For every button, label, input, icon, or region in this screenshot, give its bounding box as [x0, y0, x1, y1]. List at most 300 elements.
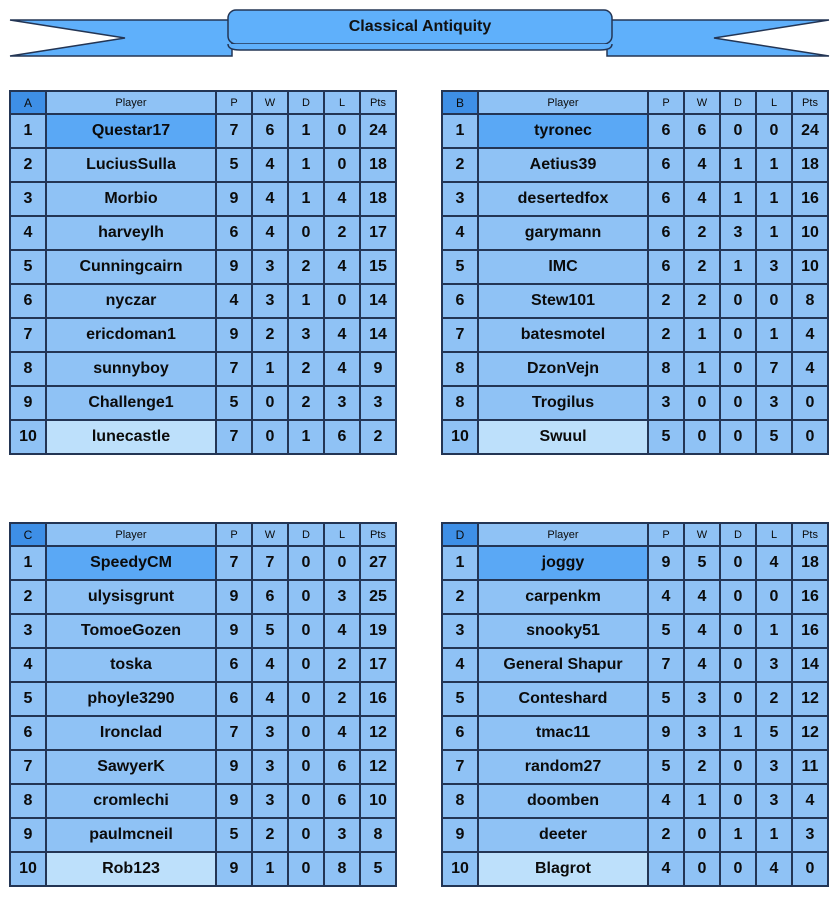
l-cell: 1 — [756, 318, 792, 352]
d-cell: 0 — [720, 580, 756, 614]
d-cell: 1 — [720, 182, 756, 216]
l-cell: 3 — [324, 580, 360, 614]
l-cell: 3 — [324, 818, 360, 852]
w-cell: 4 — [252, 682, 288, 716]
player-name: garymann — [478, 216, 648, 250]
d-cell: 1 — [720, 148, 756, 182]
d-cell: 0 — [720, 648, 756, 682]
player-name: Ironclad — [46, 716, 216, 750]
w-cell: 0 — [684, 852, 720, 886]
rank-cell: 1 — [442, 546, 478, 580]
d-cell: 0 — [720, 318, 756, 352]
d-cell: 0 — [720, 114, 756, 148]
l-cell: 4 — [756, 852, 792, 886]
pts-cell: 14 — [360, 318, 396, 352]
player-name: deeter — [478, 818, 648, 852]
table-row — [442, 716, 828, 750]
table-row — [442, 648, 828, 682]
player-name: ericdoman1 — [46, 318, 216, 352]
p-cell: 7 — [216, 114, 252, 148]
table-row — [10, 648, 396, 682]
table-row — [10, 716, 396, 750]
player-name: cromlechi — [46, 784, 216, 818]
d-cell: 1 — [720, 716, 756, 750]
table-row — [442, 750, 828, 784]
w-cell: 2 — [684, 250, 720, 284]
d-cell: 1 — [720, 818, 756, 852]
rank-cell: 6 — [10, 284, 46, 318]
l-cell: 0 — [756, 580, 792, 614]
rank-cell: 2 — [442, 580, 478, 614]
w-cell: 3 — [252, 284, 288, 318]
pts-cell: 5 — [360, 852, 396, 886]
player-name: Questar17 — [46, 114, 216, 148]
table-row — [10, 284, 396, 318]
pts-cell: 0 — [792, 386, 828, 420]
l-cell: 5 — [756, 716, 792, 750]
p-cell: 5 — [216, 148, 252, 182]
d-cell: 1 — [288, 182, 324, 216]
d-cell: 2 — [288, 386, 324, 420]
d-cell: 3 — [288, 318, 324, 352]
w-cell: 0 — [252, 420, 288, 454]
pts-cell: 8 — [792, 284, 828, 318]
player-name: SpeedyCM — [46, 546, 216, 580]
l-cell: 0 — [324, 114, 360, 148]
header-row — [10, 91, 396, 114]
p-cell: 3 — [648, 386, 684, 420]
pts-cell: 18 — [360, 148, 396, 182]
player-name: Swuul — [478, 420, 648, 454]
group-label: A — [10, 91, 46, 114]
table-row — [10, 148, 396, 182]
rank-cell: 8 — [442, 784, 478, 818]
w-cell: 3 — [684, 716, 720, 750]
l-cell: 2 — [324, 216, 360, 250]
d-cell: 0 — [288, 682, 324, 716]
w-cell: 3 — [684, 682, 720, 716]
player-name: snooky51 — [478, 614, 648, 648]
w-cell: 4 — [252, 648, 288, 682]
l-cell: 6 — [324, 784, 360, 818]
group-label: C — [10, 523, 46, 546]
rank-cell: 6 — [442, 284, 478, 318]
player-name: SawyerK — [46, 750, 216, 784]
p-cell: 5 — [216, 386, 252, 420]
w-cell: 1 — [252, 352, 288, 386]
table-row — [10, 784, 396, 818]
p-cell: 9 — [216, 318, 252, 352]
column-header-player: Player — [46, 523, 216, 546]
d-cell: 0 — [720, 352, 756, 386]
player-name: Challenge1 — [46, 386, 216, 420]
group-table-b — [441, 90, 829, 455]
player-name: LuciusSulla — [46, 148, 216, 182]
player-name: DzonVejn — [478, 352, 648, 386]
d-cell: 0 — [288, 750, 324, 784]
p-cell: 4 — [216, 284, 252, 318]
pts-cell: 4 — [792, 784, 828, 818]
l-cell: 1 — [756, 216, 792, 250]
d-cell: 0 — [288, 648, 324, 682]
l-cell: 0 — [756, 284, 792, 318]
rank-cell: 8 — [10, 784, 46, 818]
w-cell: 4 — [252, 216, 288, 250]
d-cell: 0 — [720, 784, 756, 818]
l-cell: 4 — [324, 318, 360, 352]
table-row — [10, 250, 396, 284]
table-row — [442, 250, 828, 284]
pts-cell: 17 — [360, 648, 396, 682]
l-cell: 0 — [324, 284, 360, 318]
p-cell: 5 — [648, 420, 684, 454]
pts-cell: 12 — [360, 716, 396, 750]
p-cell: 2 — [648, 318, 684, 352]
l-cell: 8 — [324, 852, 360, 886]
p-cell: 4 — [648, 784, 684, 818]
w-cell: 0 — [252, 386, 288, 420]
rank-cell: 3 — [10, 182, 46, 216]
p-cell: 2 — [648, 818, 684, 852]
table-row — [10, 114, 396, 148]
p-cell: 9 — [216, 750, 252, 784]
rank-cell: 3 — [442, 614, 478, 648]
rank-cell: 2 — [10, 580, 46, 614]
rank-cell: 9 — [10, 386, 46, 420]
d-cell: 2 — [288, 250, 324, 284]
pts-cell: 11 — [792, 750, 828, 784]
player-name: toska — [46, 648, 216, 682]
p-cell: 7 — [648, 648, 684, 682]
rank-cell: 8 — [442, 352, 478, 386]
table-row — [10, 420, 396, 454]
rank-cell: 3 — [442, 182, 478, 216]
p-cell: 6 — [648, 216, 684, 250]
column-header-w: W — [252, 523, 288, 546]
w-cell: 1 — [684, 318, 720, 352]
header-row — [442, 91, 828, 114]
rank-cell: 5 — [442, 250, 478, 284]
w-cell: 4 — [684, 182, 720, 216]
column-header-l: L — [756, 523, 792, 546]
rank-cell: 7 — [442, 318, 478, 352]
p-cell: 9 — [216, 250, 252, 284]
column-header-d: D — [288, 523, 324, 546]
player-name: batesmotel — [478, 318, 648, 352]
w-cell: 4 — [252, 148, 288, 182]
pts-cell: 10 — [360, 784, 396, 818]
player-name: Morbio — [46, 182, 216, 216]
rank-cell: 4 — [10, 216, 46, 250]
table-row — [442, 420, 828, 454]
w-cell: 4 — [684, 648, 720, 682]
group-table-d — [441, 522, 829, 887]
d-cell: 1 — [720, 250, 756, 284]
column-header-player: Player — [478, 91, 648, 114]
table-row — [10, 352, 396, 386]
l-cell: 1 — [756, 148, 792, 182]
rank-cell: 1 — [442, 114, 478, 148]
w-cell: 6 — [684, 114, 720, 148]
pts-cell: 8 — [360, 818, 396, 852]
table-row — [442, 784, 828, 818]
l-cell: 0 — [324, 148, 360, 182]
pts-cell: 17 — [360, 216, 396, 250]
column-header-d: D — [288, 91, 324, 114]
player-name: desertedfox — [478, 182, 648, 216]
pts-cell: 10 — [792, 250, 828, 284]
l-cell: 1 — [756, 614, 792, 648]
column-header-pts: Pts — [792, 523, 828, 546]
pts-cell: 2 — [360, 420, 396, 454]
p-cell: 7 — [216, 546, 252, 580]
pts-cell: 4 — [792, 352, 828, 386]
rank-cell: 10 — [442, 852, 478, 886]
column-header-pts: Pts — [360, 91, 396, 114]
rank-cell: 2 — [10, 148, 46, 182]
table-row — [442, 546, 828, 580]
w-cell: 1 — [252, 852, 288, 886]
table-row — [442, 216, 828, 250]
d-cell: 1 — [288, 284, 324, 318]
table-row — [442, 114, 828, 148]
l-cell: 3 — [756, 784, 792, 818]
group-label: D — [442, 523, 478, 546]
pts-cell: 25 — [360, 580, 396, 614]
d-cell: 3 — [720, 216, 756, 250]
l-cell: 6 — [324, 420, 360, 454]
pts-cell: 24 — [360, 114, 396, 148]
p-cell: 7 — [216, 352, 252, 386]
pts-cell: 19 — [360, 614, 396, 648]
l-cell: 3 — [756, 386, 792, 420]
p-cell: 9 — [648, 546, 684, 580]
l-cell: 3 — [756, 250, 792, 284]
d-cell: 1 — [288, 420, 324, 454]
d-cell: 0 — [720, 682, 756, 716]
l-cell: 0 — [756, 114, 792, 148]
player-name: carpenkm — [478, 580, 648, 614]
w-cell: 4 — [684, 148, 720, 182]
p-cell: 9 — [648, 716, 684, 750]
d-cell: 0 — [720, 750, 756, 784]
rank-cell: 5 — [10, 250, 46, 284]
w-cell: 6 — [252, 114, 288, 148]
player-name: sunnyboy — [46, 352, 216, 386]
w-cell: 6 — [252, 580, 288, 614]
column-header-player: Player — [478, 523, 648, 546]
pts-cell: 16 — [792, 614, 828, 648]
header-row — [10, 523, 396, 546]
d-cell: 0 — [720, 386, 756, 420]
p-cell: 5 — [648, 614, 684, 648]
l-cell: 3 — [324, 386, 360, 420]
pts-cell: 15 — [360, 250, 396, 284]
pts-cell: 12 — [360, 750, 396, 784]
l-cell: 4 — [324, 182, 360, 216]
column-header-p: P — [648, 523, 684, 546]
player-name: Rob123 — [46, 852, 216, 886]
column-header-w: W — [684, 91, 720, 114]
column-header-d: D — [720, 91, 756, 114]
p-cell: 8 — [648, 352, 684, 386]
table-row — [442, 182, 828, 216]
d-cell: 0 — [720, 546, 756, 580]
d-cell: 0 — [288, 818, 324, 852]
p-cell: 9 — [216, 580, 252, 614]
table-row — [442, 614, 828, 648]
table-row — [442, 318, 828, 352]
p-cell: 9 — [216, 852, 252, 886]
d-cell: 0 — [288, 614, 324, 648]
p-cell: 5 — [216, 818, 252, 852]
table-row — [10, 318, 396, 352]
player-name: IMC — [478, 250, 648, 284]
rank-cell: 9 — [442, 818, 478, 852]
rank-cell: 7 — [442, 750, 478, 784]
player-name: doomben — [478, 784, 648, 818]
w-cell: 2 — [684, 750, 720, 784]
table-row — [442, 148, 828, 182]
player-name: Conteshard — [478, 682, 648, 716]
table-row — [10, 546, 396, 580]
column-header-pts: Pts — [792, 91, 828, 114]
rank-cell: 4 — [10, 648, 46, 682]
pts-cell: 12 — [792, 682, 828, 716]
d-cell: 0 — [720, 614, 756, 648]
w-cell: 5 — [252, 614, 288, 648]
l-cell: 2 — [756, 682, 792, 716]
header-row — [442, 523, 828, 546]
pts-cell: 3 — [360, 386, 396, 420]
w-cell: 2 — [684, 216, 720, 250]
rank-cell: 10 — [442, 420, 478, 454]
pts-cell: 12 — [792, 716, 828, 750]
table-row — [442, 682, 828, 716]
rank-cell: 1 — [10, 546, 46, 580]
rank-cell: 6 — [10, 716, 46, 750]
w-cell: 3 — [252, 250, 288, 284]
rank-cell: 5 — [10, 682, 46, 716]
w-cell: 2 — [252, 818, 288, 852]
group-table-a — [9, 90, 397, 455]
p-cell: 9 — [216, 784, 252, 818]
p-cell: 6 — [216, 648, 252, 682]
w-cell: 3 — [252, 784, 288, 818]
l-cell: 5 — [756, 420, 792, 454]
pts-cell: 9 — [360, 352, 396, 386]
w-cell: 0 — [684, 818, 720, 852]
player-name: lunecastle — [46, 420, 216, 454]
banner-left-tail — [10, 20, 232, 56]
table-row — [10, 580, 396, 614]
column-header-p: P — [648, 91, 684, 114]
w-cell: 0 — [684, 420, 720, 454]
l-cell: 6 — [324, 750, 360, 784]
pts-cell: 27 — [360, 546, 396, 580]
p-cell: 6 — [648, 182, 684, 216]
table-row — [10, 852, 396, 886]
l-cell: 1 — [756, 182, 792, 216]
p-cell: 4 — [648, 580, 684, 614]
player-name: Trogilus — [478, 386, 648, 420]
table-row — [10, 682, 396, 716]
player-name: random27 — [478, 750, 648, 784]
l-cell: 4 — [756, 546, 792, 580]
rank-cell: 2 — [442, 148, 478, 182]
p-cell: 6 — [648, 114, 684, 148]
rank-cell: 3 — [10, 614, 46, 648]
rank-cell: 8 — [10, 352, 46, 386]
p-cell: 4 — [648, 852, 684, 886]
p-cell: 9 — [216, 614, 252, 648]
w-cell: 1 — [684, 352, 720, 386]
column-header-player: Player — [46, 91, 216, 114]
d-cell: 0 — [720, 420, 756, 454]
p-cell: 9 — [216, 182, 252, 216]
rank-cell: 8 — [442, 386, 478, 420]
l-cell: 0 — [324, 546, 360, 580]
pts-cell: 18 — [360, 182, 396, 216]
l-cell: 2 — [324, 682, 360, 716]
l-cell: 4 — [324, 614, 360, 648]
w-cell: 4 — [684, 580, 720, 614]
l-cell: 7 — [756, 352, 792, 386]
rank-cell: 7 — [10, 318, 46, 352]
w-cell: 3 — [252, 716, 288, 750]
column-header-l: L — [324, 523, 360, 546]
rank-cell: 10 — [10, 420, 46, 454]
column-header-p: P — [216, 91, 252, 114]
p-cell: 2 — [648, 284, 684, 318]
d-cell: 0 — [288, 580, 324, 614]
d-cell: 0 — [288, 216, 324, 250]
player-name: Stew101 — [478, 284, 648, 318]
l-cell: 1 — [756, 818, 792, 852]
table-row — [442, 386, 828, 420]
w-cell: 7 — [252, 546, 288, 580]
player-name: paulmcneil — [46, 818, 216, 852]
d-cell: 1 — [288, 148, 324, 182]
rank-cell: 10 — [10, 852, 46, 886]
l-cell: 4 — [324, 250, 360, 284]
pts-cell: 0 — [792, 420, 828, 454]
column-header-l: L — [324, 91, 360, 114]
group-table-c — [9, 522, 397, 887]
banner-right-tail — [607, 20, 829, 56]
p-cell: 7 — [216, 420, 252, 454]
column-header-d: D — [720, 523, 756, 546]
player-name: phoyle3290 — [46, 682, 216, 716]
w-cell: 5 — [684, 546, 720, 580]
w-cell: 2 — [252, 318, 288, 352]
l-cell: 4 — [324, 352, 360, 386]
d-cell: 0 — [288, 716, 324, 750]
w-cell: 1 — [684, 784, 720, 818]
player-name: nyczar — [46, 284, 216, 318]
player-name: General Shapur — [478, 648, 648, 682]
player-name: tmac11 — [478, 716, 648, 750]
pts-cell: 16 — [360, 682, 396, 716]
rank-cell: 4 — [442, 216, 478, 250]
table-row — [10, 182, 396, 216]
w-cell: 0 — [684, 386, 720, 420]
column-header-pts: Pts — [360, 523, 396, 546]
l-cell: 3 — [756, 750, 792, 784]
p-cell: 6 — [648, 148, 684, 182]
rank-cell: 9 — [10, 818, 46, 852]
player-name: harveylh — [46, 216, 216, 250]
